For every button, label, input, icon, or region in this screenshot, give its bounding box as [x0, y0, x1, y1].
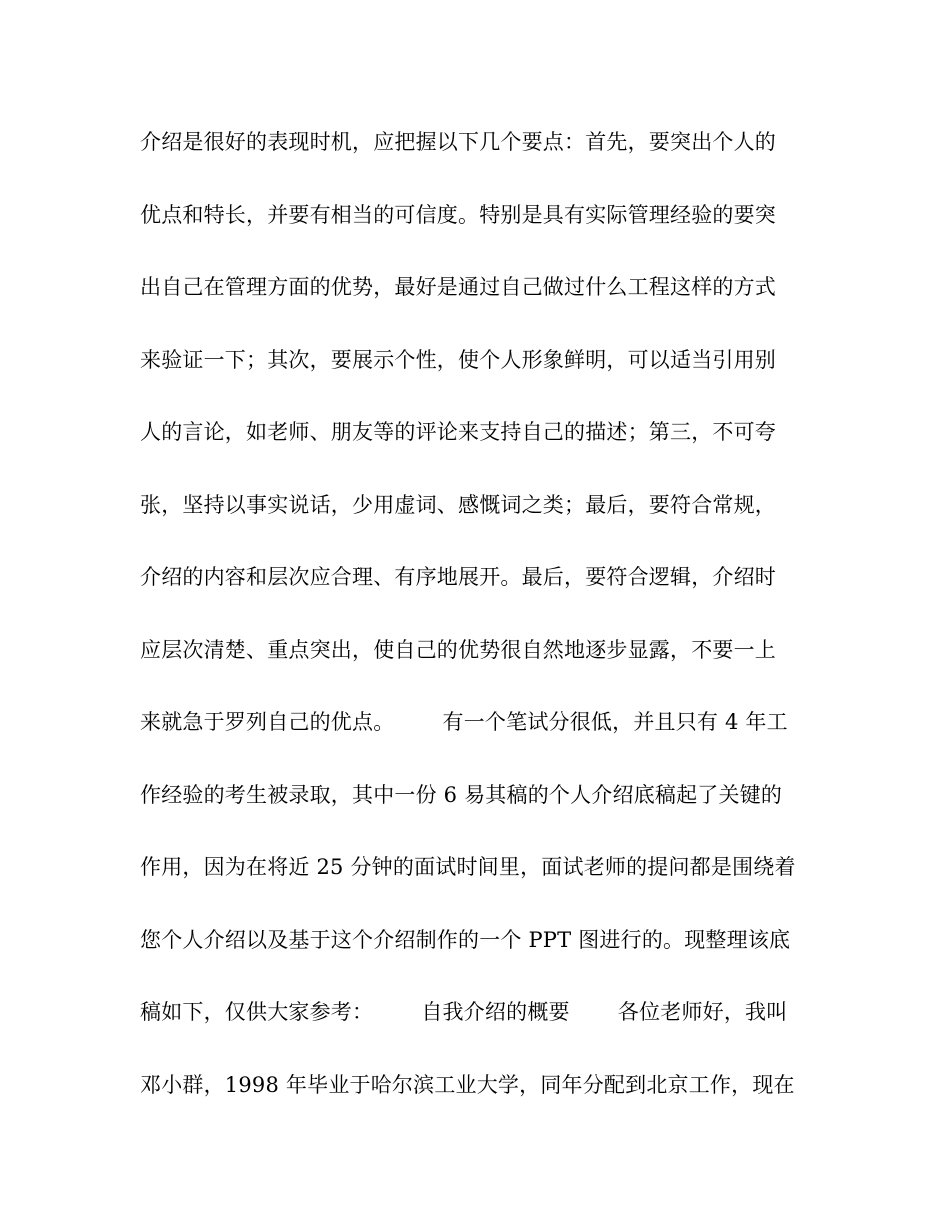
text-line-2: 优点和特长，并要有相当的可信度。特别是具有实际管理经验的要突	[140, 202, 776, 227]
text-line-8: 应层次清楚、重点突出，使自己的优势很自然地逐步显露，不要一上	[140, 637, 776, 662]
text-line-7: 介绍的内容和层次应合理、有序地展开。最后，要符合逻辑，介绍时	[140, 565, 776, 589]
text-line-12: 您个人介绍以及基于这个介绍制作的一个 PPT 图进行的。现整理该底	[140, 927, 791, 952]
text-line-9: 来就急于罗列自己的优点。 有一个笔试分很低，并且只有 4 年工	[140, 710, 788, 734]
body-text	[140, 120, 820, 1135]
text-line-1: 介绍是很好的表现时机，应把握以下几个要点：首先，要突出个人的	[140, 130, 776, 154]
text-line-5: 人的言论，如老师、朋友等的评论来支持自己的描述；第三，不可夸	[140, 420, 776, 444]
text-line-6: 张，坚持以事实说话，少用虚词、感慨词之类；最后，要符合常规，	[140, 492, 776, 517]
text-line-10: 作经验的考生被录取，其中一份 6 易其稿的个人介绍底稿起了关键的	[140, 782, 783, 807]
text-line-11: 作用，因为在将近 25 分钟的面试时间里，面试老师的提问都是围绕着	[140, 855, 796, 879]
text-line-4: 来验证一下；其次，要展示个性，使个人形象鲜明，可以适当引用别	[140, 347, 776, 372]
text-line-13: 稿如下，仅供大家参考： 自我介绍的概要 各位老师好，我叫	[140, 1000, 788, 1024]
text-line-3: 出自己在管理方面的优势，最好是通过自己做过什么工程这样的方式	[140, 275, 776, 299]
text-line-14: 邓小群，1998 年毕业于哈尔滨工业大学，同年分配到北京工作，现在	[140, 1072, 795, 1097]
